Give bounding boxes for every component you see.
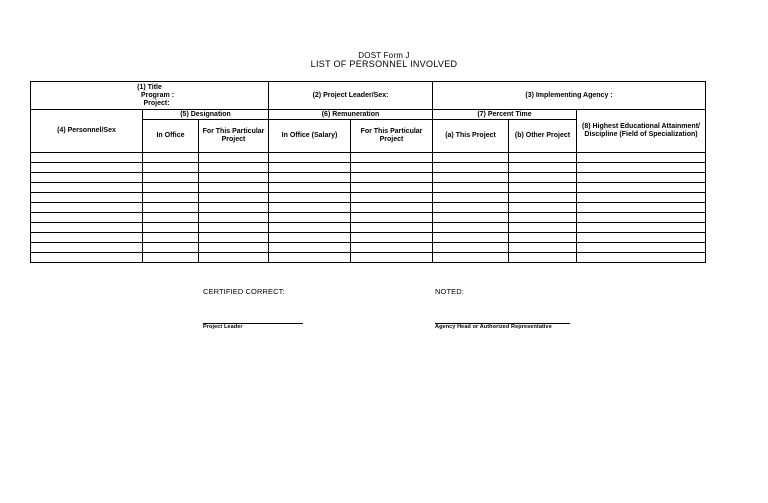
- percent-time-header: (7) Percent Time: [433, 110, 577, 120]
- cell[interactable]: [351, 223, 433, 233]
- form-name: DOST Form J: [358, 51, 410, 60]
- cell[interactable]: [351, 153, 433, 163]
- cell[interactable]: [143, 223, 199, 233]
- cell[interactable]: [269, 193, 351, 203]
- table-row: [31, 193, 706, 203]
- cell[interactable]: [269, 153, 351, 163]
- table-row: [31, 233, 706, 243]
- designation-office-header: In Office: [143, 120, 199, 153]
- project-leader-signature-label: Project Leader: [203, 324, 243, 330]
- cell[interactable]: [351, 213, 433, 223]
- cell[interactable]: [433, 173, 509, 183]
- cell[interactable]: [269, 163, 351, 173]
- cell[interactable]: [509, 193, 577, 203]
- agency-head-signature-label: Agency Head or Authorized Representative: [435, 324, 552, 330]
- personnel-table: [30, 81, 706, 263]
- cell[interactable]: [199, 203, 269, 213]
- cell[interactable]: [509, 253, 577, 263]
- cell[interactable]: [269, 243, 351, 253]
- cell[interactable]: [351, 253, 433, 263]
- cell[interactable]: [143, 183, 199, 193]
- cell[interactable]: [31, 193, 143, 203]
- cell[interactable]: [351, 233, 433, 243]
- cell[interactable]: [143, 193, 199, 203]
- education-header: (8) Highest Educational Attainment/ Discipline (Field of Specialization): [577, 110, 706, 153]
- designation-project-header: For This Particular Project: [199, 120, 269, 153]
- table-row: [31, 253, 706, 263]
- cell[interactable]: [143, 173, 199, 183]
- cell[interactable]: [143, 153, 199, 163]
- noted-label: NOTED:: [435, 287, 464, 296]
- implementing-agency-label: (3) Implementing Agency :: [525, 91, 613, 99]
- cell[interactable]: [199, 233, 269, 243]
- cell[interactable]: [433, 193, 509, 203]
- cell[interactable]: [143, 253, 199, 263]
- cell[interactable]: [577, 173, 706, 183]
- program-label: Program :: [140, 91, 175, 99]
- cell[interactable]: [143, 203, 199, 213]
- project-label: Project:: [143, 99, 170, 107]
- table-row: [31, 173, 706, 183]
- cell[interactable]: [199, 223, 269, 233]
- cell[interactable]: [199, 193, 269, 203]
- table-row: [31, 223, 706, 233]
- cell[interactable]: [509, 163, 577, 173]
- cell[interactable]: [509, 243, 577, 253]
- cell[interactable]: [31, 203, 143, 213]
- cell[interactable]: [509, 173, 577, 183]
- cell[interactable]: [199, 183, 269, 193]
- cell[interactable]: [199, 243, 269, 253]
- cell[interactable]: [509, 213, 577, 223]
- cell[interactable]: [433, 163, 509, 173]
- personnel-header: (4) Personnel/Sex: [31, 110, 143, 153]
- cell[interactable]: [433, 183, 509, 193]
- cell[interactable]: [31, 223, 143, 233]
- cell[interactable]: [351, 183, 433, 193]
- percent-this-header: (a) This Project: [433, 120, 509, 153]
- cell[interactable]: [269, 203, 351, 213]
- cell[interactable]: [31, 153, 143, 163]
- cell[interactable]: [433, 223, 509, 233]
- cell[interactable]: [143, 163, 199, 173]
- cell[interactable]: [269, 233, 351, 243]
- title-label: (1) Title: [137, 83, 162, 91]
- cell[interactable]: [577, 213, 706, 223]
- cell[interactable]: [269, 173, 351, 183]
- cell[interactable]: [577, 243, 706, 253]
- cell[interactable]: [31, 213, 143, 223]
- cell[interactable]: [199, 213, 269, 223]
- table-row: [31, 203, 706, 213]
- table-row: [31, 153, 706, 163]
- cell[interactable]: [577, 203, 706, 213]
- cell[interactable]: [31, 183, 143, 193]
- project-leader-cell[interactable]: [269, 82, 433, 110]
- cell[interactable]: [31, 253, 143, 263]
- cell[interactable]: [351, 163, 433, 173]
- cell[interactable]: [509, 153, 577, 163]
- project-leader-label: (2) Project Leader/Sex:: [312, 91, 389, 99]
- cell[interactable]: [143, 243, 199, 253]
- remuneration-project-header: For This Particular Project: [351, 120, 433, 153]
- cell[interactable]: [433, 153, 509, 163]
- cell[interactable]: [433, 203, 509, 213]
- cell[interactable]: [433, 233, 509, 243]
- cell[interactable]: [269, 213, 351, 223]
- form-title: LIST OF PERSONNEL INVOLVED: [310, 59, 458, 69]
- cell[interactable]: [509, 233, 577, 243]
- cell[interactable]: [31, 173, 143, 183]
- cell[interactable]: [351, 203, 433, 213]
- cell[interactable]: [31, 233, 143, 243]
- table-row: [31, 183, 706, 193]
- cell[interactable]: [509, 223, 577, 233]
- cell[interactable]: [577, 183, 706, 193]
- cell[interactable]: [269, 183, 351, 193]
- remuneration-office-header: In Office (Salary): [269, 120, 351, 153]
- cell[interactable]: [199, 173, 269, 183]
- cell[interactable]: [577, 163, 706, 173]
- cell[interactable]: [433, 213, 509, 223]
- table-row: [31, 213, 706, 223]
- implementing-agency-cell[interactable]: [433, 82, 706, 110]
- certified-correct-label: CERTIFIED CORRECT:: [203, 287, 285, 296]
- cell[interactable]: [199, 253, 269, 263]
- cell[interactable]: [351, 243, 433, 253]
- cell[interactable]: [269, 223, 351, 233]
- cell[interactable]: [577, 253, 706, 263]
- percent-other-header: (b) Other Project: [509, 120, 577, 153]
- cell[interactable]: [509, 203, 577, 213]
- table-row: [31, 163, 706, 173]
- cell[interactable]: [143, 213, 199, 223]
- cell[interactable]: [351, 173, 433, 183]
- title-cell[interactable]: [31, 82, 269, 110]
- cell[interactable]: [31, 243, 143, 253]
- cell[interactable]: [31, 163, 143, 173]
- cell[interactable]: [199, 163, 269, 173]
- cell[interactable]: [577, 223, 706, 233]
- cell[interactable]: [577, 233, 706, 243]
- designation-header: (5) Designation: [143, 110, 269, 120]
- table-row: [31, 243, 706, 253]
- cell[interactable]: [433, 253, 509, 263]
- cell[interactable]: [351, 193, 433, 203]
- cell[interactable]: [269, 253, 351, 263]
- cell[interactable]: [143, 233, 199, 243]
- cell[interactable]: [509, 183, 577, 193]
- remuneration-header: (6) Remuneration: [269, 110, 433, 120]
- cell[interactable]: [577, 193, 706, 203]
- cell[interactable]: [433, 243, 509, 253]
- cell[interactable]: [199, 153, 269, 163]
- cell[interactable]: [577, 153, 706, 163]
